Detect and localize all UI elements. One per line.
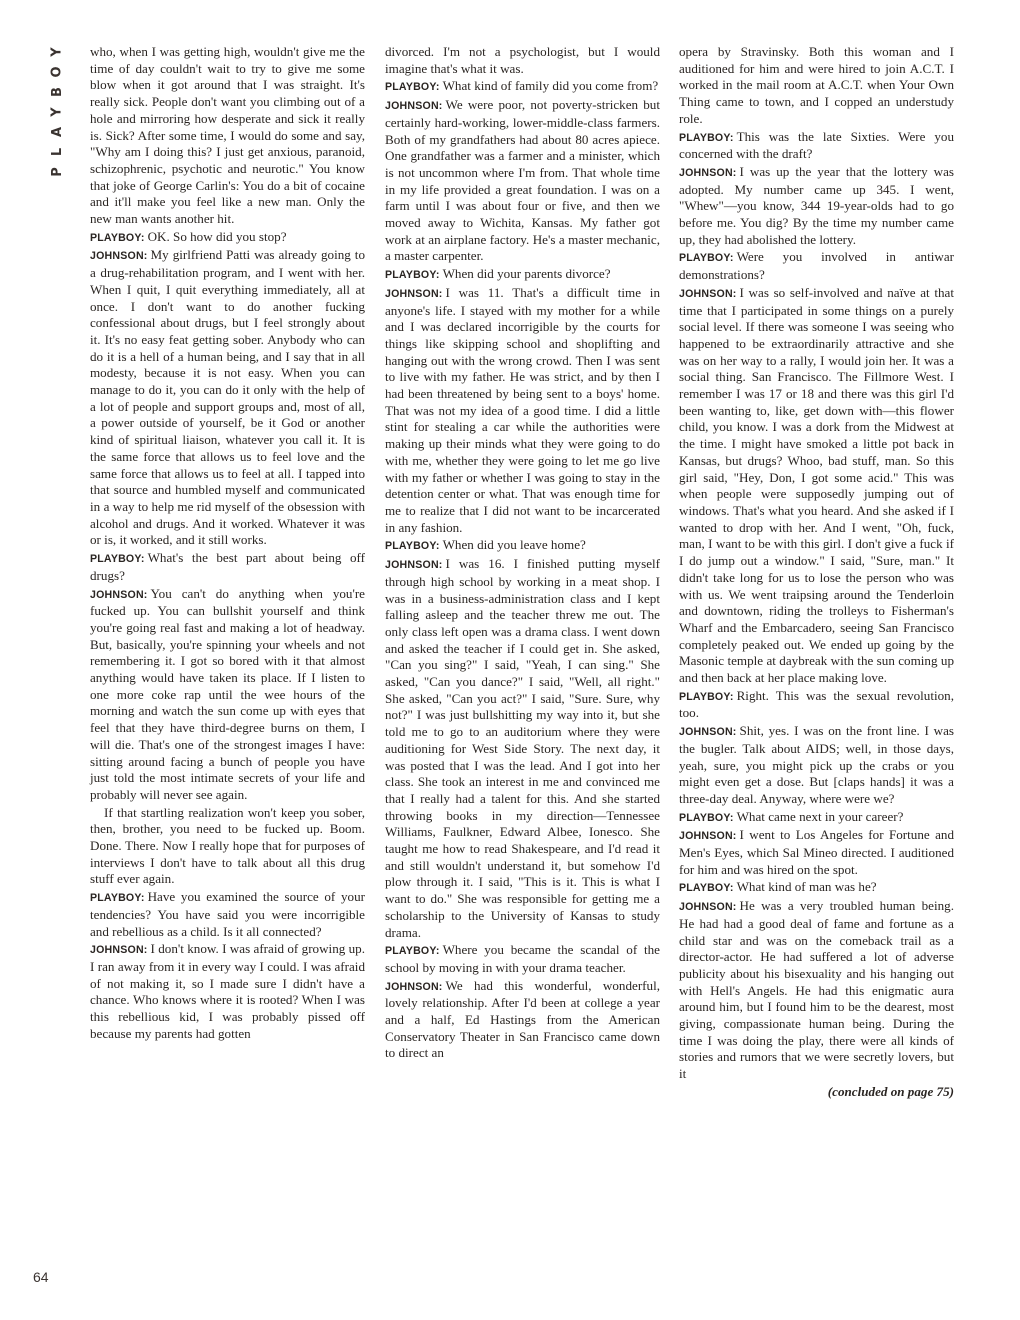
article-paragraph [679, 827, 954, 878]
article-paragraph [385, 78, 660, 96]
paragraph-text: My girlfriend Patti was already going to a drug-rehabilitation program, and I went with her. When I quit, I quit everything immediately, all at once. I don't want to do another fucking confessional about drugs, but I feel strongly about it. It's no easy feat getting sober. Anybody who can do it is a hell of a human being, and I say that in all modesty, because it is not easy. When you can manage to do it, you can do it only with the help of a lot of people and support groups and, most of all, a power outside of yourself, be it God or another kind of spiritual liaison, whatever you call it. It is the same force that allows us to feel love and the same force that allows us to feel at all. I tapped into that source and humbled myself and communicated in a way to help me rid myself of the obsession with alcohol and drugs. And it worked. Whatever it was or is, it worked, and it still works. [90, 247, 365, 548]
article-paragraph [90, 941, 365, 1042]
speaker-label: PLAYBOY: [679, 882, 734, 895]
paragraph-text: You can't do anything when you're fucked up. You can bullshit yourself and think you're going real fast and making a lot of headway. But, basically, you're spinning your wheels and not remembering it. I got so bored with it that almost anything would have taken its place. If I listen to one more coke rap until the wee hours of the morning and watch the sun come up with eyes that feel that they have third-degree burns on them, I will die. That's one of the strongest images I have: sitting around facing a bunch of people you have just told the most intimate secrets of your life and probably will never see again. [90, 585, 365, 802]
article-paragraph [385, 978, 660, 1063]
article-paragraph [385, 556, 660, 941]
speaker-label: JOHNSON: [679, 901, 737, 914]
article-column-1 [90, 44, 365, 1043]
paragraph-text: Have you examined the source of your tendencies? You have said you were incorrigible and rebellious as a child. Is it all connected? [90, 889, 365, 939]
speaker-label: JOHNSON: [385, 287, 443, 300]
article-paragraph [679, 688, 954, 722]
paragraph-text: I was up the year that the lottery was adopted. My number came up 345. I went, "Whew"—you know, 344 19-year-olds had to go before me. You dig? By the time my number came up, they had abolished the lottery. [679, 163, 954, 247]
article-paragraph [679, 164, 954, 249]
speaker-label: PLAYBOY: [385, 81, 440, 94]
speaker-label: PLAYBOY: [90, 892, 145, 905]
article-paragraph [679, 898, 954, 1083]
masthead-letter: B [49, 87, 65, 97]
article-paragraph [90, 586, 365, 804]
continuation-note: (concluded on page 75) [827, 1083, 954, 1099]
paragraph-text: We were poor, not poverty-stricken but certainly hard-working, lower-middle-class farmers. Both of my grandfathers had about 80 acres apiece. One grandfather was a farmer and a minister, which is not uncommon where I'm from. That whole time in my life provided a great foundation. I was on a farm until I was about four or five, and then we moved away to Wichita, Kansas. My father got work at an airplane factory. He's a master mechanic, a master carpenter. [385, 97, 660, 264]
speaker-label: JOHNSON: [90, 250, 148, 263]
speaker-label: JOHNSON: [679, 287, 737, 300]
paragraph-text: He was a very troubled human being. He had had a good deal of fame and fortune as a child star and was on the comeback trail as a director-actor. He had suffered a lot of adverse publicity about his bisexuality and his hanging out with Hell's Angels. He had this enigmatic aura around him, but I found him to be the dearest, most giving, compassionate human being. During the time I was doing the play, there were all kinds of stories and rumors that we were secretly lovers, but it [679, 898, 954, 1082]
article-paragraph [679, 44, 954, 128]
masthead-letter: A [50, 126, 65, 138]
speaker-label: JOHNSON: [385, 100, 443, 113]
paragraph-text: What kind of man was he? [736, 879, 877, 895]
article-paragraph [385, 942, 660, 976]
article-paragraph [90, 889, 365, 940]
article-paragraph [90, 229, 365, 247]
paragraph-text: OK. So how did you stop? [147, 228, 287, 244]
article-paragraph [385, 266, 660, 284]
article-paragraph [385, 285, 660, 537]
paragraph-text: who, when I was getting high, wouldn't give me the time of day couldn't wait to try to give me some blow when it got around that I was straight. It's really sick. People don't want you climbing out of a hole and mirroring how desperate and sick it really is. Sick? After some time, I would do some and say, "Why am I doing this? I just get anxious, paranoid, schizophrenic, psychotic and neurotic." You know that joke of George Carlin's: You do a bit of cocaine and it'll make you feel like a new man. Only the new man wants another hit. [90, 44, 365, 227]
paragraph-text: I was so self-involved and naïve at that time that I participated in some things on a purely social level. If there was someone I was seeing who happened to be extraordinarily attractive and she was on her way to a rally, I would join her. It was a social thing. San Francisco. The Fillmore West. I remember I was 17 or 18 and there was this girl I'd been wanting to, like, get down with—this flower child, you know. I was a dork from the Midwest at the time. I might have smoked a little pot back in Kansas, but drugs? Whoo, bad stuff, man. So this girl said, "Hey, Don, I got some acid." This was when people were supposedly jumping out of windows. That's what you heard. And she asked if I wanted to drop with her. And I went, "Oh, fuck, man, I want to be with this girl. I don't give a fuck if I do jump out a window." I said, "Sure, man." It didn't take long for us to lose the person who was with us. We went traipsing around the Tenderloin and downtown, riding the trolleys to Fisherman's Wharf and the Embarcadero, seeing San Francisco completely peaked out. We ended up going by the Masonic temple at daybreak with the sun coming up and then back at her place making love. [679, 284, 954, 686]
article-paragraph [385, 537, 660, 555]
speaker-label: JOHNSON: [679, 166, 737, 179]
speaker-label: PLAYBOY: [90, 231, 145, 244]
paragraph-text: divorced. I'm not a psychologist, but I would imagine that's what it was. [385, 44, 660, 76]
article-paragraph [679, 879, 954, 897]
paragraph-text: opera by Stravinsky. Both this woman and I auditioned for him and were hired to join A.C.T. I worked in the mail room at A.C.T. when Your Own Thing came to town, and I copped an understudy role. [679, 44, 954, 126]
article-paragraph [679, 285, 954, 687]
speaker-label: PLAYBOY: [679, 690, 734, 703]
masthead-letter: O [50, 66, 65, 78]
paragraph-text: If that startling realization won't keep you sober, then, brother, you need to be fucked up. Boom. Done. There. Now I really hope that for purposes of interviews I don't have to talk about all this drug stuff ever again. [90, 804, 365, 887]
masthead-letter: L [49, 147, 65, 157]
speaker-label: PLAYBOY: [385, 540, 440, 553]
paragraph-text: This was the late Sixties. Were you concerned with the draft? [679, 128, 954, 162]
masthead-letter: Y [49, 47, 65, 57]
article-paragraph [90, 44, 365, 228]
speaker-label: JOHNSON: [385, 559, 443, 572]
speaker-label: PLAYBOY: [385, 945, 440, 958]
page-number: 64 [33, 1269, 49, 1285]
masthead-letter: Y [49, 107, 65, 117]
paragraph-text: I was 16. I finished putting myself through high school by working in a meat shop. I was in a business-administration class and I kept falling asleep and the teacher threw me out. The only class left open was a drama class. I went down and asked the teacher if I could get in. She asked, "Can you sing?" I said, "Yeah, I can sing." She asked, "Can you dance?" I said, "Well, all right." She asked, "Can you act?" I said, "Sure. Sure, why not?" I was just bullshitting my way into it, but she told me to go to an auditorium where they were auditioning for West Side Story. The next day, it was posted that I was the lead. And I got into her class. She took an interest in me and convinced me that I really had a talent for this. And she started throwing books in my direction—Tennessee Williams, Faulkner, Edward Albee, Ionesco. She taught me how to read Shakespeare, and I'd read it and still wouldn't understand it, but somehow I'd plow through it. I said, "This is it. This is what I want to do." She was responsible for getting me a scholarship to the University of Kansas to study drama. [385, 556, 660, 940]
paragraph-text: What kind of family did you come from? [442, 78, 659, 94]
article-paragraph [679, 129, 954, 163]
speaker-label: PLAYBOY: [679, 252, 734, 265]
speaker-label: PLAYBOY: [90, 553, 145, 566]
article-paragraph [679, 809, 954, 827]
paragraph-text: Where you became the scandal of the school by moving in with your drama teacher. [385, 942, 660, 975]
article-paragraph [90, 550, 365, 584]
speaker-label: JOHNSON: [679, 830, 737, 843]
paragraph-text: I went to Los Angeles for Fortune and Men's Eyes, which Sal Mineo directed. I auditioned for him and was hired on the spot. [679, 827, 954, 877]
paragraph-text: Were you involved in antiwar demonstrations? [679, 249, 954, 283]
speaker-label: JOHNSON: [385, 980, 443, 993]
speaker-label: JOHNSON: [90, 944, 148, 957]
article-paragraph [90, 805, 365, 889]
paragraph-text: I don't know. I was afraid of growing up. I ran away from it in every way I could. I was afraid of not making it, so I made sure I didn't have a chance. Who knows where it is rooted? When I was this rebellious kid, I was probably pissed off because my parents had gotten [90, 941, 365, 1041]
paragraph-text: Shit, yes. I was on the front line. I was the bugler. Talk about AIDS; well, in those days, yeah, sure, you might pick up the crabs or you might even get a dose. But [claps hands] it was a three-day deal. Anyway, where were we? [679, 723, 954, 806]
paragraph-text: When did you leave home? [442, 537, 586, 553]
speaker-label: PLAYBOY: [385, 269, 440, 282]
article-column-3 [679, 44, 954, 1102]
masthead [40, 42, 76, 202]
article-paragraph [679, 723, 954, 808]
paragraph-text: Right. This was the sexual revolution, too. [679, 687, 954, 721]
speaker-label: JOHNSON: [679, 726, 737, 739]
paragraph-text: When did your parents divorce? [442, 266, 611, 282]
article-paragraph [90, 247, 365, 549]
article-column-2 [385, 44, 660, 1063]
paragraph-text: We had this wonderful, wonderful, lovely relationship. After I'd been at college a year and a half, Ed Hastings from the American Conservatory Theater in San Francisco came down to direct an [385, 977, 660, 1061]
speaker-label: JOHNSON: [90, 588, 148, 601]
paragraph-text: I was 11. That's a difficult time in anyone's life. I stayed with my mother for a while and I was declared incorrigible by the courts for things like skipping school and shoplifting and hanging out with the wrong crowd. Then I was sent to live with my father. He was strict, and by then I had been threatened by being sent to a boys' home. That was not my idea of a good time. I did a little stint for stealing a car while the authorities were making up their minds what they were going to do with me, whether they were going to let me go live with my father or whether I was going to stay in the detention center or what. That was enough time for me to realize that I did not want to be incarcerated in any fashion. [385, 284, 660, 535]
paragraph-text: What's the best part about being off drugs? [90, 550, 365, 583]
article-paragraph [385, 44, 660, 77]
speaker-label: PLAYBOY: [679, 131, 734, 144]
speaker-label: PLAYBOY: [679, 811, 734, 824]
masthead-letter: P [50, 167, 65, 177]
paragraph-text: What came next in your career? [736, 808, 904, 824]
article-paragraph [679, 249, 954, 283]
article-paragraph [385, 97, 660, 265]
